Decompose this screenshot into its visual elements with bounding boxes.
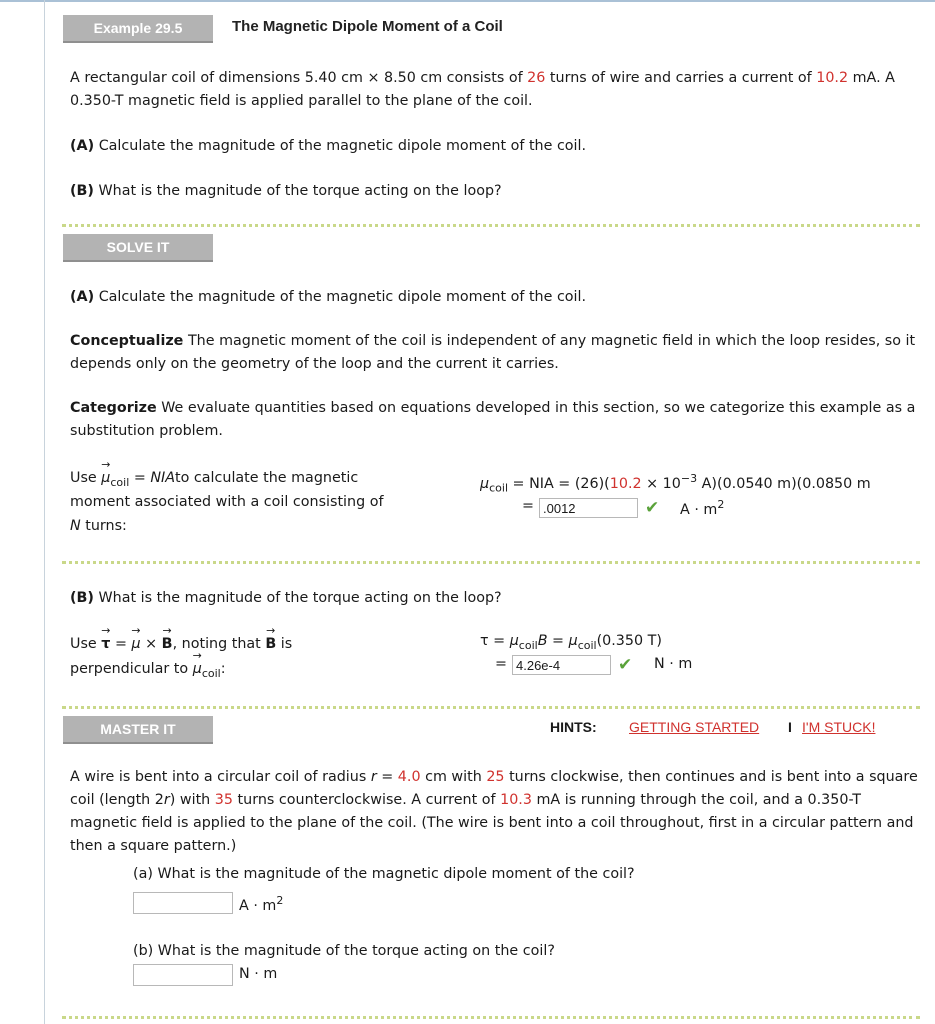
solve-part-b: (B) What is the magnitude of the torque acting on the loop? <box>70 590 502 606</box>
step-a-formula: $\mu_{coil}$ = NIA = $(26)(10.2 \times 10^{-3}$ A)(0.0540 m)(0.0850 m <box>480 472 871 495</box>
problem-statement: A rectangular coil of dimensions 5.40 cm × 8.50 cm consists of 26 turns of wire and carries a current of 10.2 mA. A 0.350-T magnetic field is applied parallel to the plane of the coil. <box>70 70 895 109</box>
example-tab: Example 29.5 <box>63 15 213 43</box>
master-moment-unit: $A \cdot m^2$ <box>239 894 284 914</box>
divider <box>62 706 920 709</box>
divider <box>62 561 920 564</box>
part-a-question: (A) Calculate the magnitude of the magnetic dipole moment of the coil. <box>70 138 587 154</box>
conceptualize-text: Conceptualize The magnetic moment of the coil is independent of any magnetic field in which the loop resides, so it depends only on the geometry of the loop and the current it carries. <box>70 333 916 372</box>
torque-answer-field[interactable]: 4.26e-4 <box>512 655 611 675</box>
master-problem-text: A wire is bent into a circular coil of radius r = 4.0 cm with 25 turns clockwise, then continues and is bent into a square coil (length 2r) with 35 turns counterclockwise. A current of 10.3 mA is running through the coil, and a 0.350-T magnetic field is applied to the plane of the coil. (The wire is bent into a coil throughout, first in a circular pattern and then a square pattern.) <box>70 769 918 854</box>
torque-unit: N · m <box>654 656 693 672</box>
master-torque-unit: N · m <box>239 966 278 982</box>
step-a-line2: moment associated with a coil consisting of <box>70 494 384 510</box>
correct-check-icon: ✔ <box>645 498 660 518</box>
step-b-instruction: Use → τ = → μ × → B, noting that → B is <box>70 636 292 652</box>
master-moment-input[interactable] <box>133 892 233 914</box>
top-border <box>0 0 935 2</box>
step-a-equals: = <box>522 498 534 514</box>
hints-label: HINTS: <box>550 719 597 735</box>
solve-part-a: (A) Calculate the magnitude of the magnetic dipole moment of the coil. <box>70 289 587 305</box>
master-torque-input[interactable] <box>133 964 233 986</box>
getting-started-link[interactable]: GETTING STARTED <box>629 719 760 735</box>
master-question-a: (a) What is the magnitude of the magnetic dipole moment of the coil? <box>133 866 635 882</box>
step-b-formula: $\tau = \mu_{coil}B = \mu_{coil}(0.350$ T) <box>480 633 662 652</box>
im-stuck-link[interactable]: I'M STUCK! <box>802 719 876 735</box>
solve-it-tab: SOLVE IT <box>63 234 213 262</box>
divider <box>62 224 920 227</box>
moment-answer-field[interactable]: .0012 <box>539 498 638 518</box>
part-b-question: (B) What is the magnitude of the torque acting on the loop? <box>70 183 502 199</box>
step-a-instruction: Use → $\mu_{coil}$ = NIAto calculate the magnetic <box>70 470 358 489</box>
step-a-line3: N turns: <box>70 518 127 534</box>
categorize-text: Categorize We evaluate quantities based on equations developed in this section, so we categorize this example as a substitution problem. <box>70 400 916 439</box>
divider <box>62 1016 920 1019</box>
master-it-tab: MASTER IT <box>63 716 213 744</box>
step-b-line2: perpendicular to → $\mu_{coil}$: <box>70 661 226 680</box>
page-title: The Magnetic Dipole Moment of a Coil <box>232 18 503 35</box>
moment-unit: $A \cdot m^2$ <box>680 498 725 518</box>
step-b-equals: = <box>495 656 507 672</box>
left-border <box>44 0 45 1024</box>
hint-separator: I <box>788 719 792 735</box>
master-question-b: (b) What is the magnitude of the torque acting on the coil? <box>133 943 555 959</box>
correct-check-icon: ✔ <box>618 655 633 675</box>
